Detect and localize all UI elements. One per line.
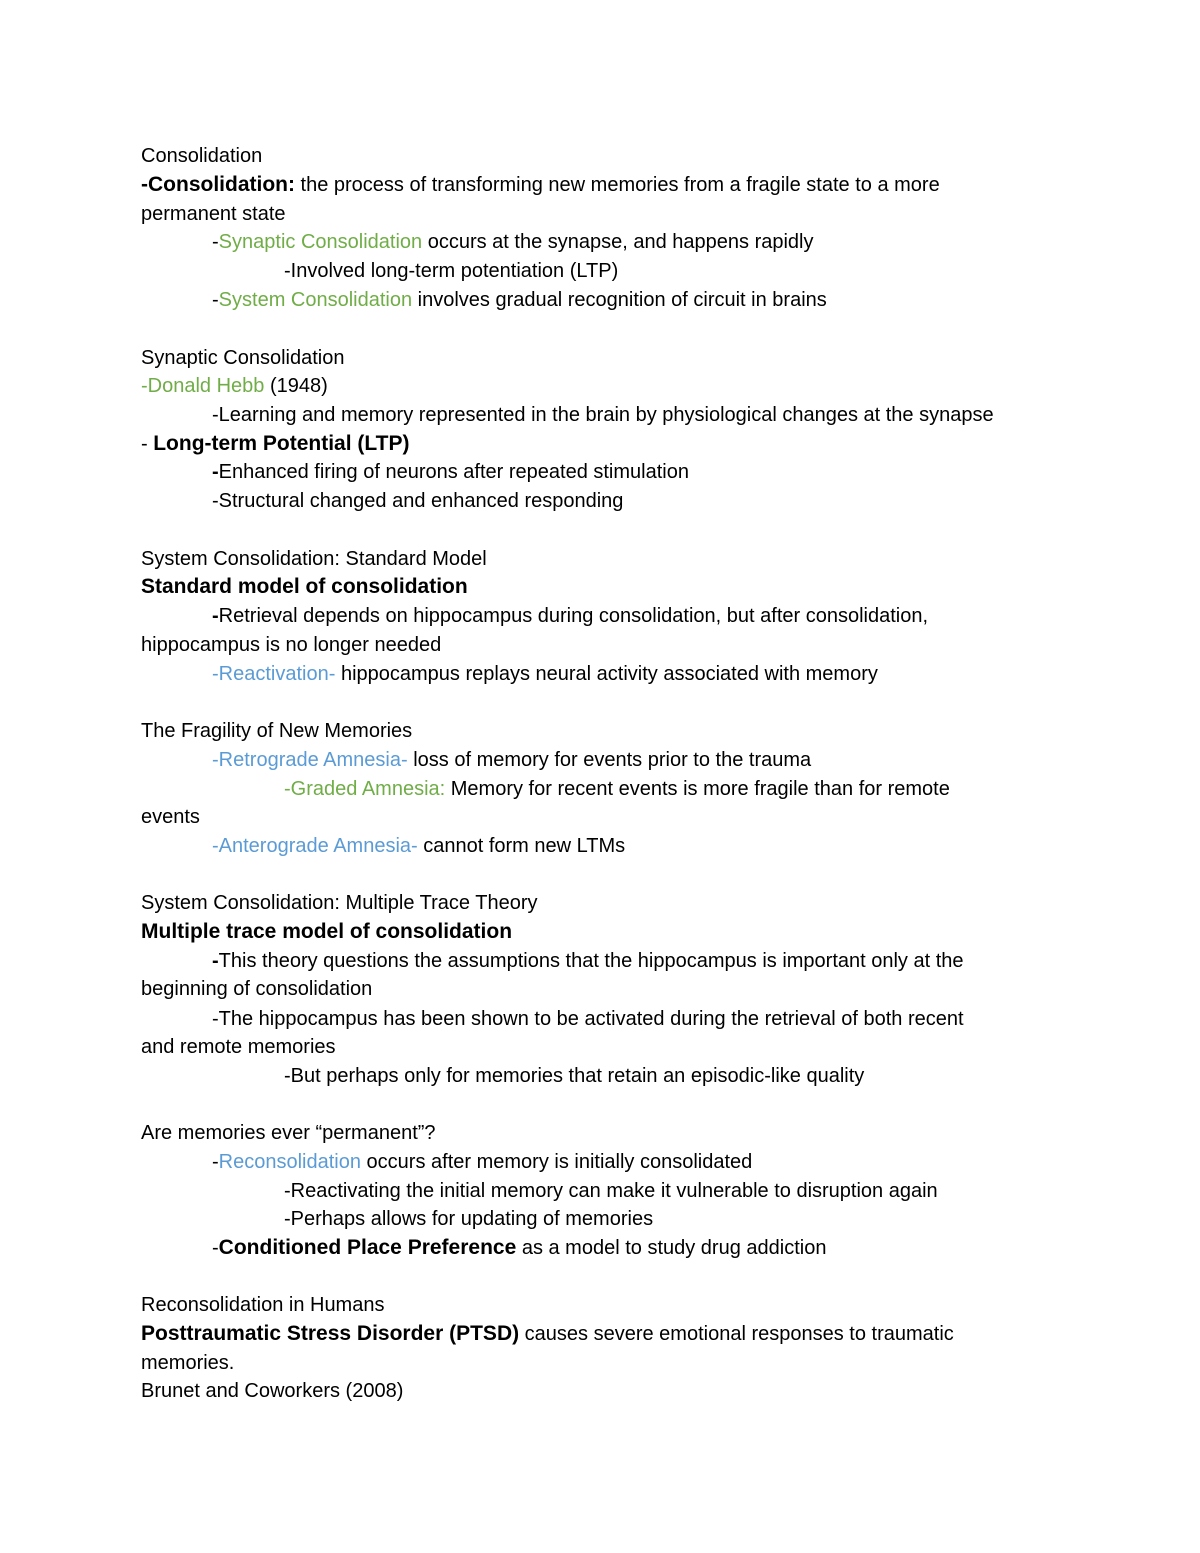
consolidation-definition — [141, 172, 940, 198]
retrieval-line-cont — [141, 632, 441, 658]
dash: - — [212, 231, 219, 253]
line-text: -Involved long-term potentiation (LTP) — [284, 260, 619, 282]
consolidation-definition-cont — [141, 201, 286, 227]
term-conditioned-place-preference: Conditioned Place Preference — [218, 1236, 517, 1259]
graded-line-cont — [141, 804, 200, 830]
line-text: events — [141, 806, 200, 828]
reconsolidation-line — [212, 1149, 752, 1175]
ptsd-line-cont — [141, 1350, 234, 1376]
brunet-line — [141, 1378, 403, 1404]
episodic-quality-line — [284, 1063, 864, 1089]
heading-text: System Consolidation: Standard Model — [141, 548, 487, 570]
term-anterograde-amnesia: -Anterograde Amnesia- — [212, 835, 418, 857]
updating-memories-line — [284, 1206, 653, 1232]
line-text: -Learning and memory represented in the brain by physiological changes at the synapse — [212, 404, 994, 426]
line-text: occurs at the synapse, and happens rapidly — [422, 231, 814, 253]
line-text: as a model to study drug addiction — [516, 1237, 827, 1259]
section-heading-reconsolidation-humans — [141, 1292, 384, 1318]
reactivation-line — [212, 661, 878, 687]
multiple-trace-term-line — [141, 919, 512, 945]
retrograde-line — [212, 747, 811, 773]
line-text: -But perhaps only for memories that retain an episodic-like quality — [284, 1065, 865, 1087]
line-text: Retrieval depends on hippocampus during consolidation, but after consolidation, — [218, 605, 929, 627]
dash: - — [141, 433, 154, 455]
dash: - — [212, 289, 219, 311]
heading-text: Consolidation — [141, 145, 263, 167]
theory-questions-line — [212, 948, 964, 974]
learning-memory-line — [212, 402, 994, 428]
line-text: hippocampus is no longer needed — [141, 634, 442, 656]
line-text: This theory questions the assumptions that the hippocampus is important only at the — [218, 950, 964, 972]
term-ltp: Long-term Potential (LTP) — [153, 432, 410, 455]
line-text: hippocampus replays neural activity associated with memory — [335, 663, 878, 685]
term-reconsolidation: Reconsolidation — [218, 1151, 361, 1173]
enhanced-firing-line — [212, 459, 689, 485]
definition-text: permanent state — [141, 203, 286, 225]
section-heading-standard-model — [141, 546, 487, 572]
system-consolidation-line — [212, 287, 827, 313]
section-heading-synaptic — [141, 345, 344, 371]
donald-hebb-line — [141, 373, 328, 399]
line-text: involves gradual recognition of circuit in brains — [412, 289, 827, 311]
theory-questions-line-cont — [141, 976, 372, 1002]
section-heading-multiple-trace — [141, 890, 537, 916]
line-text: beginning of consolidation — [141, 978, 373, 1000]
ptsd-line — [141, 1321, 954, 1347]
section-heading-permanent — [141, 1120, 436, 1146]
structural-line — [212, 488, 623, 514]
dash: - — [212, 605, 219, 627]
ltp-involved-line — [284, 258, 618, 284]
line-text: occurs after memory is initially consolidated — [361, 1151, 753, 1173]
line-text: Memory for recent events is more fragile than for remote — [445, 778, 950, 800]
term-reactivation: -Reactivation- — [212, 663, 336, 685]
dash: - — [212, 461, 219, 483]
line-text: causes severe emotional responses to traumatic — [519, 1323, 954, 1345]
line-text: cannot form new LTMs — [417, 835, 626, 857]
dash: - — [212, 1237, 219, 1259]
dash: - — [212, 950, 219, 972]
term-standard-model: Standard model of consolidation — [141, 575, 468, 598]
section-heading-fragility — [141, 718, 412, 744]
line-text: Brunet and Coworkers (2008) — [141, 1380, 404, 1402]
heading-text: System Consolidation: Multiple Trace Theory — [141, 892, 538, 914]
line-text: (1948) — [264, 375, 328, 397]
standard-model-term-line — [141, 574, 468, 600]
term-graded-amnesia: -Graded Amnesia: — [284, 778, 446, 800]
heading-text: Are memories ever “permanent”? — [141, 1122, 436, 1144]
dash: - — [212, 1151, 219, 1173]
term-ptsd: Posttraumatic Stress Disorder (PTSD) — [141, 1322, 520, 1345]
section-heading-consolidation — [141, 143, 262, 169]
line-text: loss of memory for events prior to the trauma — [407, 749, 812, 771]
cpp-line — [212, 1235, 826, 1261]
synaptic-consolidation-line — [212, 229, 814, 255]
line-text: -Reactivating the initial memory can make it vulnerable to disruption again — [284, 1180, 938, 1202]
retrieval-line — [212, 603, 928, 629]
term-multiple-trace-model: Multiple trace model of consolidation — [141, 920, 513, 943]
line-text: Enhanced firing of neurons after repeated stimulation — [218, 461, 689, 483]
heading-text: Synaptic Consolidation — [141, 347, 345, 369]
term-consolidation: -Consolidation: — [141, 173, 295, 196]
term-synaptic-consolidation: Synaptic Consolidation — [218, 231, 423, 253]
hippocampus-activated-line — [212, 1006, 964, 1032]
heading-text: The Fragility of New Memories — [141, 720, 413, 742]
ltp-line — [141, 431, 409, 457]
line-text: memories. — [141, 1352, 235, 1374]
term-system-consolidation: System Consolidation — [218, 289, 413, 311]
definition-text: the process of transforming new memories from a fragile state to a more — [294, 174, 940, 196]
graded-line — [284, 776, 950, 802]
line-text: and remote memories — [141, 1036, 336, 1058]
line-text: -The hippocampus has been shown to be activated during the retrieval of both recent — [212, 1008, 964, 1030]
reactivating-line — [284, 1178, 938, 1204]
term-donald-hebb: -Donald Hebb — [141, 375, 265, 397]
hippocampus-activated-line-cont — [141, 1034, 336, 1060]
line-text: -Perhaps allows for updating of memories — [284, 1208, 654, 1230]
term-retrograde-amnesia: -Retrograde Amnesia- — [212, 749, 408, 771]
anterograde-line — [212, 833, 625, 859]
heading-text: Reconsolidation in Humans — [141, 1294, 385, 1316]
line-text: -Structural changed and enhanced responding — [212, 490, 624, 512]
